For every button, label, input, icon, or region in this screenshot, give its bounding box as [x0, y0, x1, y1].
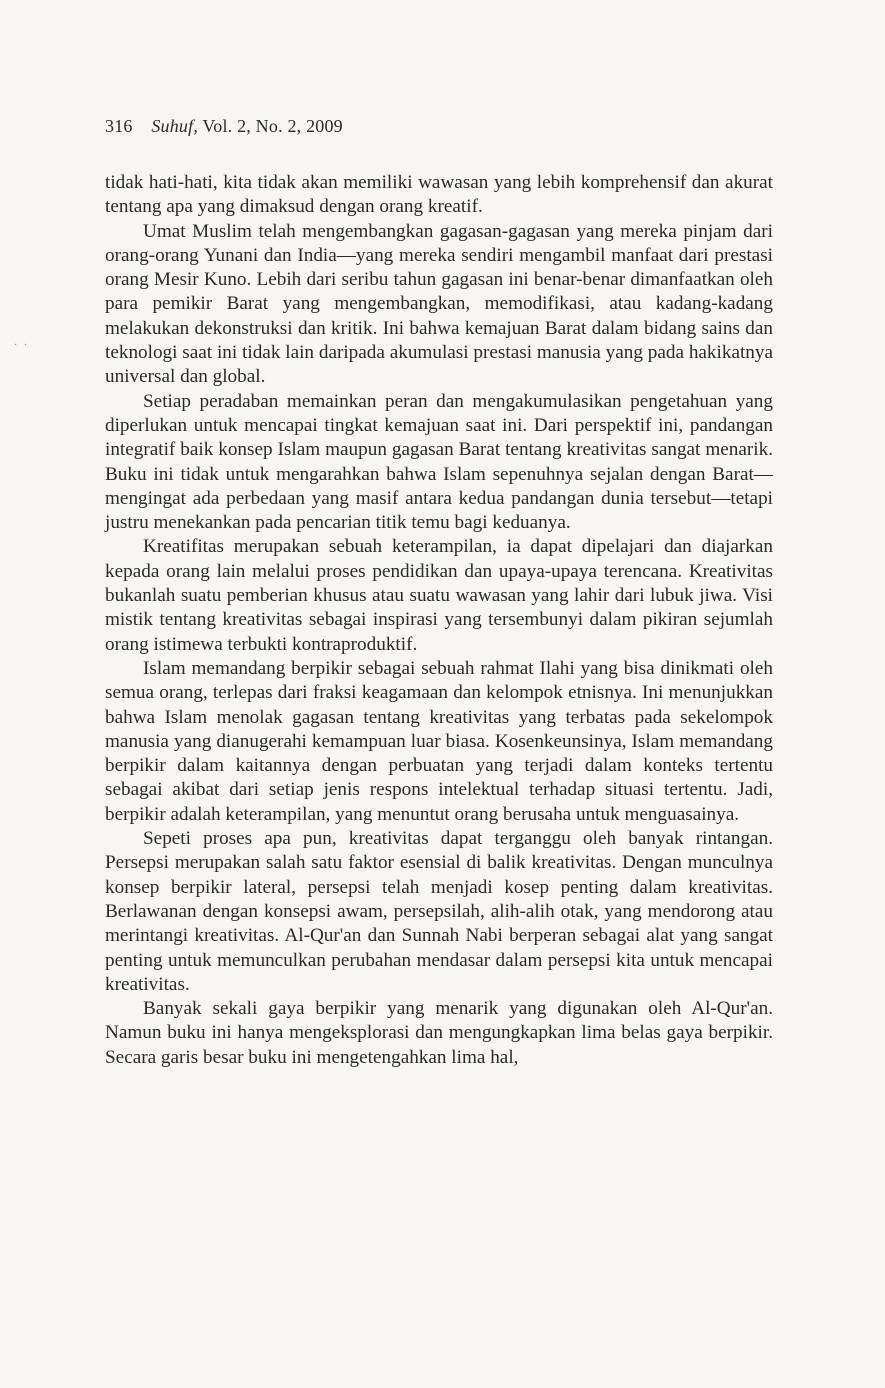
body-text — [105, 171, 773, 1070]
journal-issue: Vol. 2, No. 2, 2009 — [202, 116, 343, 136]
paragraph-4: Kreatifitas merupakan sebuah keterampilan, ia dapat dipelajari dan diajarkan kepada orang lain melalui proses pendidikan dan upaya-upaya terencana. Kreativitas bukanlah suatu pemberian khusus atau suatu wawasan yang lahir dari lubuk jiwa. Visi mistik tentang kreativitas sebagai inspirasi yang tersembunyi dalam pikiran sejumlah orang istimewa terbukti kontraproduktif. — [105, 536, 773, 655]
paragraph-2: Umat Muslim telah mengembangkan gagasan-gagasan yang mereka pinjam dari orang-orang Yunani dan India—yang mereka sendiri mengambil manfaat dari prestasi orang Mesir Kuno. Lebih dari seribu tahun gagasan ini benar-benar dimanfaatkan oleh para pemikir Barat yang mengembangkan, memodifikasi, atau kadang-kadang melakukan dekonstruksi dan kritik. Ini bahwa kemajuan Barat dalam bidang sains dan teknologi saat ini tidak lain daripada akumulasi prestasi manusia yang pada hakikatnya universal dan global. — [105, 220, 773, 388]
paragraph-6: Sepeti proses apa pun, kreativitas dapat terganggu oleh banyak rintangan. Persepsi merupakan salah satu faktor esensial di balik kreativitas. Dengan munculnya konsep berpikir lateral, persepsi telah menjadi kosep penting dalam kreativitas. Berlawanan dengan konsepsi awam, persepsilah, alih-alih otak, yang mendorong atau merintangi kreativitas. Al-Qur'an dan Sunnah Nabi berperan sebagai alat yang sangat penting untuk memunculkan perubahan mendasar dalam persepsi kita untuk mencapai kreativitas. — [105, 828, 773, 995]
paragraph-5: Islam memandang berpikir sebagai sebuah rahmat Ilahi yang bisa dinikmati oleh semua orang, terlepas dari fraksi keagamaan dan kelompok etnisnya. Ini menunjukkan bahwa Islam menolak gagasan tentang kreativitas yang terbatas pada sekelompok manusia yang dianugerahi kemampuan luar biasa. Kosenkeunsinya, Islam memandang berpikir dalam kaitannya dengan perbuatan yang terjadi dalam konteks tertentu sebagai akibat dari setiap jenis respons intelektual terhadap situasi tertentu. Jadi, berpikir adalah keterampilan, yang menuntut orang berusaha untuk menguasainya. — [105, 657, 773, 825]
page-number: 316 — [105, 116, 133, 136]
paragraph-1: tidak hati-hati, kita tidak akan memiliki wawasan yang lebih komprehensif dan akurat tentang apa yang dimaksud dengan orang kreatif. — [105, 172, 773, 218]
paragraph-3: Setiap peradaban memainkan peran dan mengakumulasikan pengetahuan yang diperlukan untuk mencapai tingkat kemajuan saat ini. Dari perspektif ini, pandangan integratif baik konsep Islam maupun gagasan Barat tentang kreativitas sangat menarik. Buku ini tidak untuk mengarahkan bahwa Islam sepenuhnya sejalan dengan Barat—mengingat ada perbedaan yang masif antara kedua pandangan dunia tersebut—tetapi justru menekankan pada pencarian titik temu bagi keduanya. — [105, 390, 773, 534]
running-header — [105, 116, 343, 137]
scan-speck: · · — [14, 340, 30, 351]
paragraph-7: Banyak sekali gaya berpikir yang menarik yang digunakan oleh Al-Qur'an. Namun buku ini hanya mengeksplorasi dan mengungkapkan lima belas gaya berpikir. Secara garis besar buku ini mengetengahkan lima hal, — [105, 998, 773, 1068]
journal-title: Suhuf, — [151, 116, 199, 136]
